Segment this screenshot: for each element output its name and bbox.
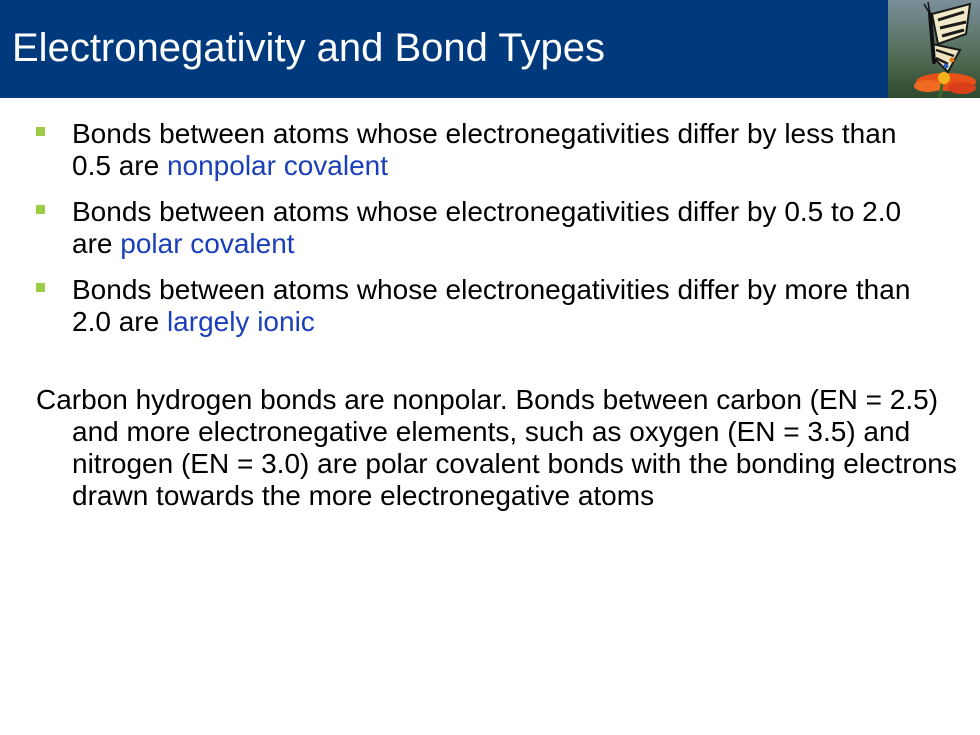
bullet-highlight: nonpolar covalent [166,150,388,181]
bullet-text: Bonds between atoms whose electronegativities differ by more than 2.0 are [72,274,911,337]
slide-title: Electronegativity and Bond Types [12,26,605,70]
bullet-square-icon [36,127,45,136]
bullet-square-icon [36,283,45,292]
bullet-item-polar [0,196,912,260]
bullet-list [0,118,980,352]
bullet-text: Bonds between atoms whose electronegativities differ by 0.5 to 2.0 are [72,196,902,259]
title-bar [0,0,980,98]
bullet-text: Bonds between atoms whose electronegativities differ by less than 0.5 are [72,118,897,181]
bullet-highlight: largely ionic [166,306,315,337]
bullet-item-ionic [0,274,912,338]
bullet-square-icon [36,205,45,214]
bullet-item-nonpolar [0,118,912,182]
bullet-highlight: polar covalent [120,228,295,259]
body-paragraph: Carbon hydrogen bonds are nonpolar. Bonds between carbon (EN = 2.5) and more electronegative elements, such as oxygen (EN = 3.5) and nitrogen (EN = 3.0) are polar covalent bonds with the bonding electrons drawn towards the more electronegative atoms [36,384,957,511]
butterfly-icon [888,0,980,98]
